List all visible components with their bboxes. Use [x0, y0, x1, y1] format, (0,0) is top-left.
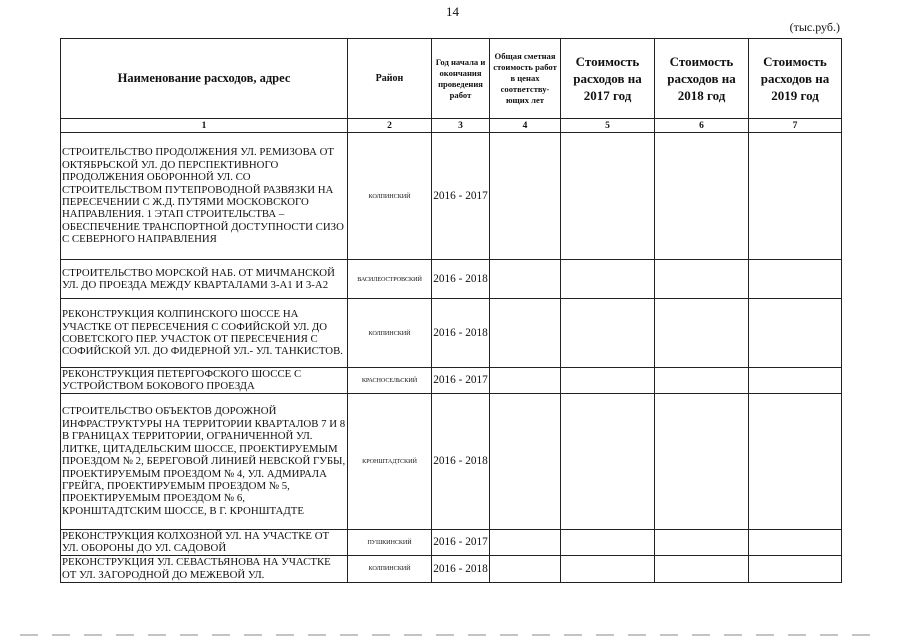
years-cell: 2016 - 2017	[432, 368, 490, 394]
column-number: 3	[432, 119, 490, 133]
district-cell: КОЛПИНСКИЙ	[348, 555, 432, 582]
column-number: 5	[561, 119, 655, 133]
cost-2019-cell	[749, 133, 842, 260]
expense-name: РЕКОНСТРУКЦИЯ УЛ. СЕВАСТЬЯНОВА НА УЧАСТКЕ ОТ УЛ. ЗАГОРОДНОЙ ДО МЕЖЕВОЙ УЛ.	[61, 555, 348, 582]
column-number: 4	[490, 119, 561, 133]
cost-2018-cell	[655, 260, 749, 299]
cost-2017-cell	[561, 368, 655, 394]
cost-2018-cell	[655, 368, 749, 394]
district-cell: КОЛПИНСКИЙ	[348, 299, 432, 368]
table-row	[61, 368, 842, 394]
estimate-cell	[490, 555, 561, 582]
cost-2017-cell	[561, 393, 655, 529]
cost-2017-cell	[561, 133, 655, 260]
district-cell: КРАСНОСЕЛЬСКИЙ	[348, 368, 432, 394]
table-row	[61, 133, 842, 260]
header-estimate: Общая сметная стоимость работ в ценах соответству-ющих лет	[490, 39, 561, 119]
expense-name: РЕКОНСТРУКЦИЯ КОЛПИНСКОГО ШОССЕ НА УЧАСТКЕ ОТ ПЕРЕСЕЧЕНИЯ С СОФИЙСКОЙ УЛ. ДО СОВЕТСКОГО ПЕР. УЧАСТОК ОТ ПЕРЕСЕЧЕНИЯ С СОФИЙСКОЙ УЛ. ДО ФИДЕРНОЙ УЛ.- УЛ. ТАНКИСТОВ.	[61, 299, 348, 368]
district-cell: КРОНШТАДТСКИЙ	[348, 393, 432, 529]
cost-2019-cell	[749, 555, 842, 582]
cost-2018-cell	[655, 299, 749, 368]
cost-2019-cell	[749, 260, 842, 299]
years-cell: 2016 - 2017	[432, 529, 490, 555]
cost-2019-cell	[749, 299, 842, 368]
years-cell: 2016 - 2018	[432, 393, 490, 529]
expense-name: РЕКОНСТРУКЦИЯ ПЕТЕРГОФСКОГО ШОССЕ С УСТРОЙСТВОМ БОКОВОГО ПРОЕЗДА	[61, 368, 348, 394]
expenses-table	[60, 38, 842, 583]
cost-2017-cell	[561, 299, 655, 368]
units-note: (тыс.руб.)	[789, 20, 840, 34]
page-number: 14	[446, 4, 459, 19]
header-cost-2019: Стоимость расходов на 2019 год	[749, 39, 842, 119]
cost-2018-cell	[655, 133, 749, 260]
estimate-cell	[490, 368, 561, 394]
cost-2017-cell	[561, 555, 655, 582]
table-row	[61, 529, 842, 555]
estimate-cell	[490, 299, 561, 368]
district-cell: КОЛПИНСКИЙ	[348, 133, 432, 260]
cost-2017-cell	[561, 529, 655, 555]
column-number: 6	[655, 119, 749, 133]
header-cost-2017: Стоимость расходов на 2017 год	[561, 39, 655, 119]
cost-2019-cell	[749, 529, 842, 555]
cost-2018-cell	[655, 529, 749, 555]
column-number: 2	[348, 119, 432, 133]
cost-2019-cell	[749, 393, 842, 529]
header-row	[61, 39, 842, 119]
district-cell: ВАСИЛЕОСТРОВСКИЙ	[348, 260, 432, 299]
expense-name: РЕКОНСТРУКЦИЯ КОЛХОЗНОЙ УЛ. НА УЧАСТКЕ ОТ УЛ. ОБОРОНЫ ДО УЛ. САДОВОЙ	[61, 529, 348, 555]
district-cell: ПУШКИНСКИЙ	[348, 529, 432, 555]
column-number: 1	[61, 119, 348, 133]
header-years: Год начала и окончания проведения работ	[432, 39, 490, 119]
estimate-cell	[490, 529, 561, 555]
table-row	[61, 555, 842, 582]
cost-2017-cell	[561, 260, 655, 299]
table-row	[61, 260, 842, 299]
expense-name: СТРОИТЕЛЬСТВО МОРСКОЙ НАБ. ОТ МИЧМАНСКОЙ УЛ. ДО ПРОЕЗДА МЕЖДУ КВАРТАЛАМИ 3-А1 И 3-А2	[61, 260, 348, 299]
scan-artifact-line	[0, 630, 905, 640]
expense-name: СТРОИТЕЛЬСТВО ОБЪЕКТОВ ДОРОЖНОЙ ИНФРАСТРУКТУРЫ НА ТЕРРИТОРИИ КВАРТАЛОВ 7 И 8 В ГРАНИЦАХ ТЕРРИТОРИИ, ОГРАНИЧЕННОЙ УЛ. ЛИТКЕ, ЦИТАДЕЛЬСКИМ ШОССЕ, ПРОЕКТИРУЕМЫМ ПРОЕЗДОМ № 2, БЕРЕГОВОЙ ЛИНИЕЙ НЕВСКОЙ ГУБЫ, ПРОЕКТИРУЕМЫМ ПРОЕЗДОМ № 4, УЛ. АДМИРАЛА ГРЕЙГА, ПРОЕКТИРУЕМЫМ ПРОЕЗДОМ № 5, ПРОЕКТИРУЕМЫМ ПРОЕЗДОМ № 6, КРОНШТАДТСКИМ ШОССЕ, В Г. КРОНШТАДТЕ	[61, 393, 348, 529]
years-cell: 2016 - 2017	[432, 133, 490, 260]
header-cost-2018: Стоимость расходов на 2018 год	[655, 39, 749, 119]
cost-2019-cell	[749, 368, 842, 394]
estimate-cell	[490, 133, 561, 260]
years-cell: 2016 - 2018	[432, 299, 490, 368]
column-number: 7	[749, 119, 842, 133]
estimate-cell	[490, 393, 561, 529]
column-number-row	[61, 119, 842, 133]
expense-name: СТРОИТЕЛЬСТВО ПРОДОЛЖЕНИЯ УЛ. РЕМИЗОВА ОТ ОКТЯБРЬСКОЙ УЛ. ДО ПЕРСПЕКТИВНОГО ПРОДОЛЖЕНИЯ ОБОРОННОЙ УЛ. СО СТРОИТЕЛЬСТВОМ ПУТЕПРОВОДНОЙ РАЗВЯЗКИ НА ПЕРЕСЕЧЕНИИ С Ж.Д. ПУТЯМИ МОСКОВСКОГО НАПРАВЛЕНИЯ. 1 ЭТАП СТРОИТЕЛЬСТВА – ОБЕСПЕЧЕНИЕ ТРАНСПОРТНОЙ ДОСТУПНОСТИ СИЗО С СЕВЕРНОГО НАПРАВЛЕНИЯ	[61, 133, 348, 260]
cost-2018-cell	[655, 555, 749, 582]
table-row	[61, 393, 842, 529]
years-cell: 2016 - 2018	[432, 260, 490, 299]
cost-2018-cell	[655, 393, 749, 529]
header-name: Наименование расходов, адрес	[61, 39, 348, 119]
header-district: Район	[348, 39, 432, 119]
years-cell: 2016 - 2018	[432, 555, 490, 582]
table-row	[61, 299, 842, 368]
estimate-cell	[490, 260, 561, 299]
